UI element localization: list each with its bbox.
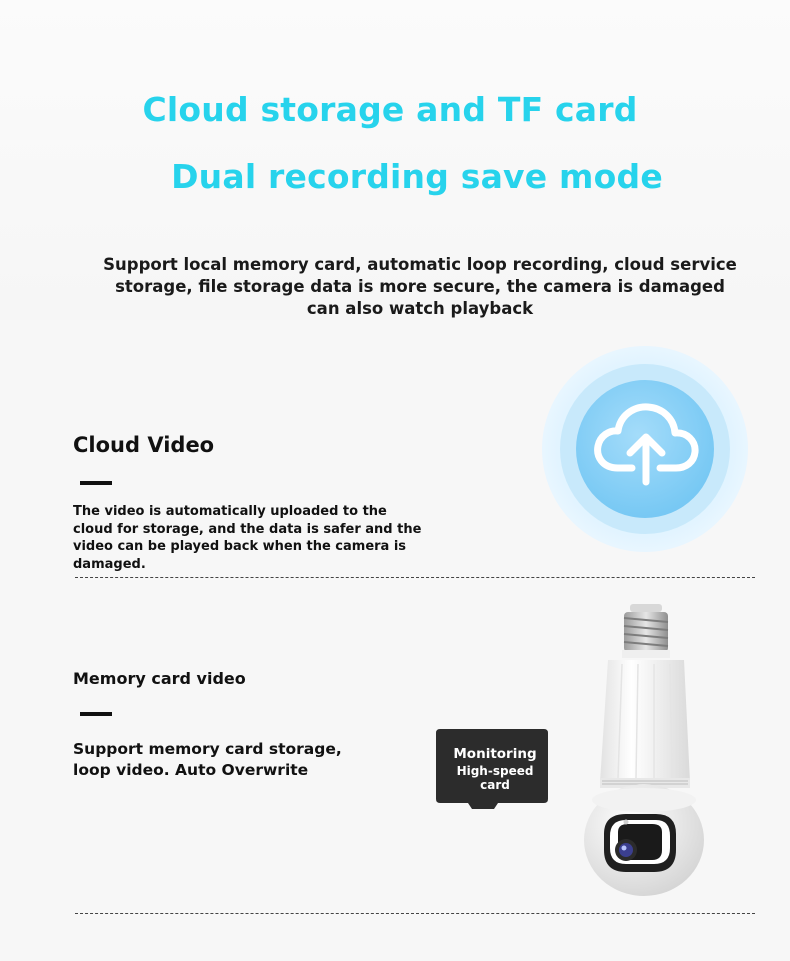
cloud-video-text: The video is automatically uploaded to the cloud for storage, and the data is safer and the video can be played back when the camera is damaged.	[73, 504, 422, 572]
section-divider	[75, 577, 755, 578]
title-line-1: Cloud storage and TF card	[142, 90, 638, 129]
sd-card-label-2: High-speed	[456, 764, 534, 778]
memory-heading-dash	[80, 712, 112, 716]
memory-card-heading: Memory card video	[73, 669, 246, 688]
title-line-2: Dual recording save mode	[171, 157, 663, 196]
cloud-heading-dash	[80, 481, 112, 485]
sd-card-label-1: Monitoring	[453, 746, 537, 762]
section-divider-bottom	[75, 913, 755, 914]
bulb-camera-image	[578, 600, 718, 900]
cloud-video-heading: Cloud Video	[73, 433, 215, 457]
cloud-upload-icon	[590, 396, 702, 496]
memory-card-text: Support memory card storage, loop video. Auto Overwrite	[73, 740, 342, 779]
sd-card-label-3: card	[480, 778, 510, 792]
subtitle: Support local memory card, automatic loop recording, cloud service storage, file storage data is more secure, the camera is damaged can also watch playback	[103, 255, 737, 318]
